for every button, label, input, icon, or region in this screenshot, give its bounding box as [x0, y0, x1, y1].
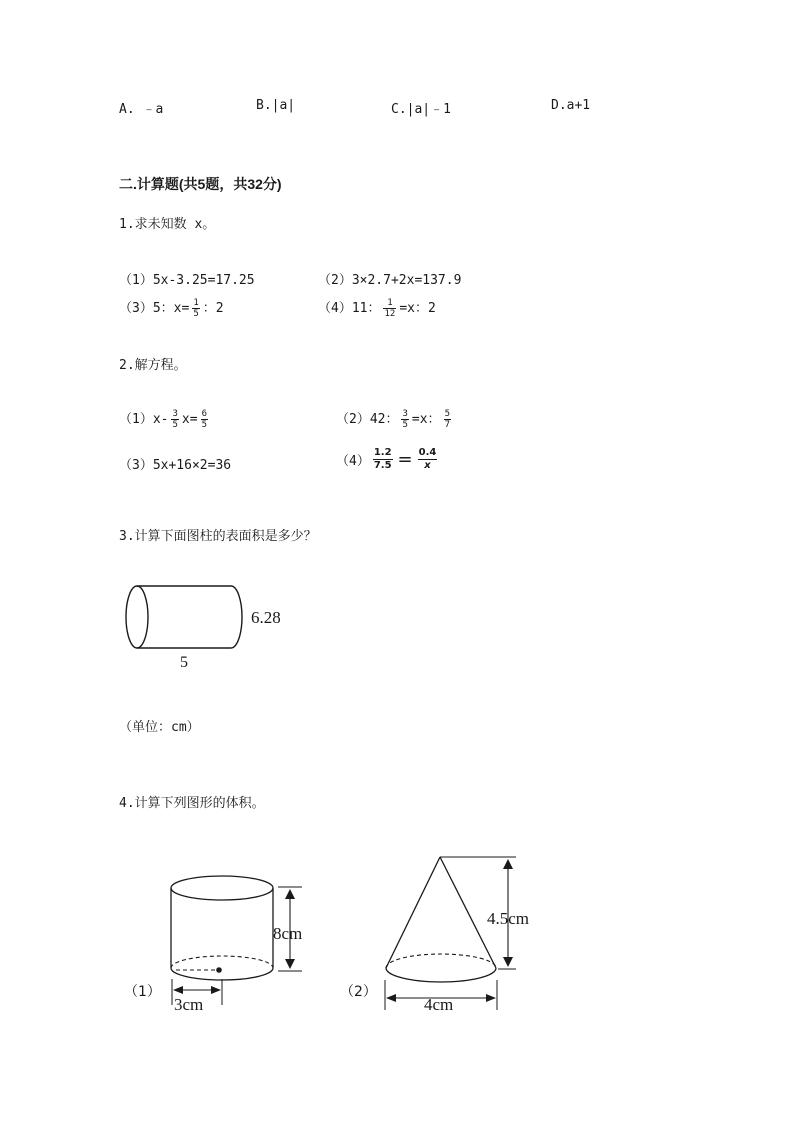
- q1-item-4-post: =x：2: [399, 301, 436, 316]
- fraction: [444, 409, 451, 430]
- fraction-numerator: 1: [193, 298, 199, 308]
- fraction-denominator: 5: [172, 420, 178, 430]
- fraction-denominator: 5: [402, 420, 408, 430]
- fig1-label: （1）: [124, 984, 161, 1000]
- cone-base-back: [386, 954, 496, 968]
- arrow-right-icon: [211, 986, 221, 994]
- horizontal-cylinder-figure: [118, 578, 318, 678]
- fig1-radius-label: 3cm: [174, 995, 204, 1014]
- section-title: 二.计算题(共5题，共32分): [119, 176, 282, 192]
- arrow-up-icon: [503, 859, 513, 869]
- fraction-numerator: 3: [402, 409, 408, 419]
- arrow-left-icon: [173, 986, 183, 994]
- fraction-numerator: 1.2: [373, 447, 392, 458]
- arrow-left-icon: [386, 994, 396, 1002]
- fraction-numerator: 3: [172, 409, 178, 419]
- cylinder-height-label: 6.28: [251, 608, 281, 627]
- fraction: [192, 298, 199, 319]
- q2-item-2: [336, 408, 454, 430]
- fraction-denominator: x: [424, 460, 431, 471]
- fig2-height-label: 4.5cm: [487, 909, 530, 928]
- fig1-height-label: 8cm: [273, 924, 303, 943]
- choice-c: C.|a|﹣1: [391, 102, 451, 117]
- q2-item-2-pre: （2）42：: [336, 412, 399, 427]
- cone-base-front: [386, 968, 496, 982]
- fig2-label: （2）: [340, 984, 377, 1000]
- cone-left-edge: [386, 857, 440, 968]
- cylinder-top-face: [171, 876, 273, 900]
- q1-item-3-post: ：2: [202, 301, 224, 316]
- choice-a: A. ﹣a: [119, 102, 164, 117]
- q4-title: 4.计算下列图形的体积。: [119, 796, 265, 811]
- q1-item-4-pre: （4）11：: [318, 301, 381, 316]
- arrow-down-icon: [285, 959, 295, 969]
- q1-item-1: （1）5x-3.25=17.25: [119, 273, 255, 288]
- q2-item-1-pre: （1）x-: [119, 412, 169, 427]
- fraction: [373, 447, 393, 472]
- equals-sign: =: [397, 449, 413, 470]
- fraction: [201, 409, 208, 430]
- q2-title: 2.解方程。: [119, 358, 187, 373]
- q1-item-3: [119, 297, 224, 319]
- choice-d: D.a+1: [551, 98, 591, 113]
- choice-b: B.|a|: [256, 98, 296, 113]
- fraction: [401, 409, 408, 430]
- fraction-denominator: 12: [384, 309, 396, 319]
- cone-figure: [338, 850, 558, 1025]
- q1-title: 1.求未知数 x。: [119, 217, 216, 232]
- q2-item-4: [336, 447, 440, 472]
- arrow-up-icon: [285, 889, 295, 899]
- fraction-denominator: 5: [193, 309, 199, 319]
- cylinder-base-back: [171, 956, 273, 968]
- q2-item-1: [119, 408, 211, 430]
- center-point: [216, 967, 222, 973]
- cylinder-left-face: [126, 586, 148, 648]
- fraction: [383, 298, 396, 319]
- q2-item-4-pre: （4）: [336, 454, 370, 469]
- fraction-numerator: 1: [383, 298, 396, 309]
- unit-note: （单位：cm）: [119, 720, 200, 735]
- fraction-numerator: 5: [444, 409, 450, 419]
- arrow-right-icon: [486, 994, 496, 1002]
- q2-item-1-mid: x=: [181, 412, 198, 427]
- fraction-denominator: 7: [444, 420, 450, 430]
- fraction: [171, 409, 178, 430]
- fraction: [418, 447, 438, 472]
- fraction-denominator: 5: [201, 420, 207, 430]
- cylinder-length-label: 5: [180, 654, 188, 671]
- cylinder-figure: [118, 865, 318, 1025]
- fraction-denominator: 7.5: [373, 460, 392, 471]
- cylinder-right-face: [231, 586, 242, 648]
- fraction-numerator: 6: [201, 409, 207, 419]
- q2-item-2-mid: =x：: [411, 412, 441, 427]
- q2-item-3: （3）5x+16×2=36: [119, 458, 232, 473]
- q3-title: 3.计算下面图柱的表面积是多少？: [119, 529, 317, 544]
- q1-item-3-pre: （3）5：x=: [119, 301, 190, 316]
- q1-item-4: [318, 297, 436, 319]
- fraction-numerator: 0.4: [418, 447, 437, 458]
- fig2-diameter-label: 4cm: [424, 995, 454, 1014]
- q1-item-2: （2）3×2.7+2x=137.9: [318, 273, 462, 288]
- arrow-down-icon: [503, 957, 513, 967]
